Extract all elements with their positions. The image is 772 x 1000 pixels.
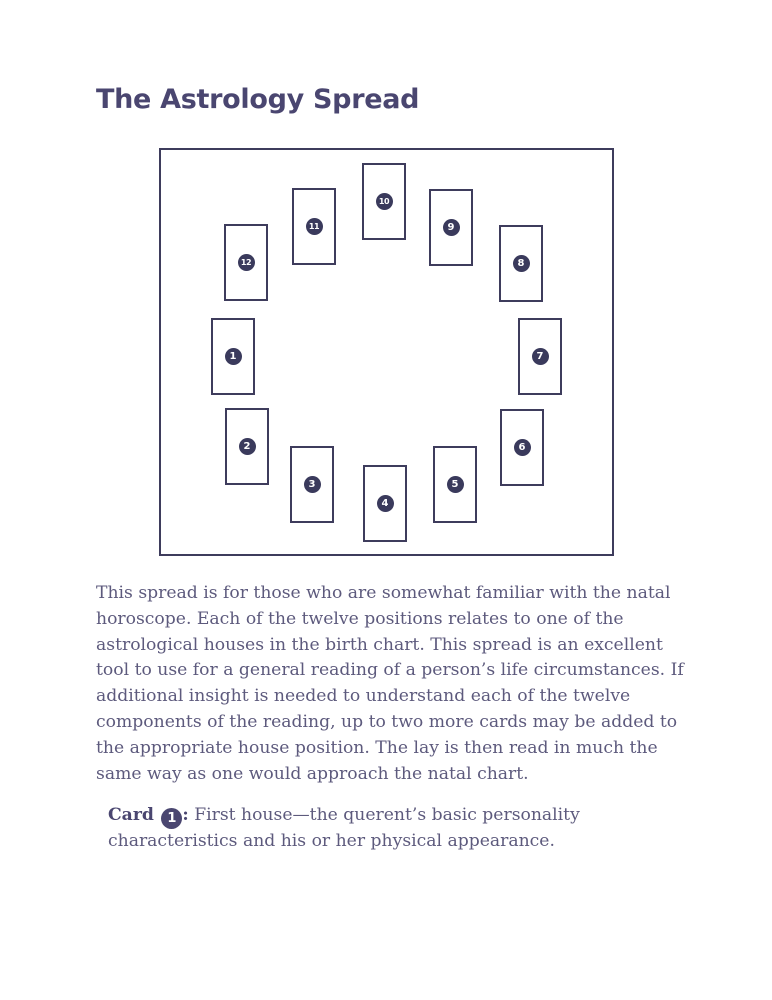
card-number-badge: 4 (377, 495, 394, 512)
card-position-11 (292, 188, 336, 265)
page-title: The Astrology Spread (96, 84, 420, 115)
card-label: Card (108, 805, 154, 825)
card-position-7 (518, 318, 562, 395)
card-position-3 (290, 446, 334, 523)
card-number-badge: 2 (239, 438, 256, 455)
card-entry-text: First house—the querent’s basic personality characteristics and his or her physical appearance. (108, 805, 580, 851)
card-number-badge: 6 (514, 439, 531, 456)
card-number-badge: 11 (306, 218, 323, 235)
card-colon: : (182, 805, 189, 825)
card-position-6 (500, 409, 544, 486)
card-number-badge: 1 (225, 348, 242, 365)
card-entry (108, 803, 668, 855)
card-position-5 (433, 446, 477, 523)
card-number-badge: 5 (447, 476, 464, 493)
card-position-9 (429, 189, 473, 266)
spread-description: This spread is for those who are somewhat familiar with the natal horoscope. Each of the twelve positions relates to one of the astrological houses in the birth chart. This spread is an excellent tool to use for a general reading of a person’s life circumstances. If additional insight is needed to understand each of the twelve components of the reading, up to two more cards may be added to the appropriate house position. The lay is then read in much the same way as one would approach the natal chart. (96, 583, 684, 784)
card-position-1 (211, 318, 255, 395)
card-number-badge: 7 (532, 348, 549, 365)
card-position-8 (499, 225, 543, 302)
card-number-badge: 8 (513, 255, 530, 272)
card-position-12 (224, 224, 268, 301)
card-number-badge: 9 (443, 219, 460, 236)
card-position-10 (362, 163, 406, 240)
card-number-badge: 3 (304, 476, 321, 493)
astrology-spread-diagram (159, 148, 614, 556)
card-number-badge: 1 (161, 808, 182, 829)
card-number-badge: 10 (376, 193, 393, 210)
card-position-2 (225, 408, 269, 485)
card-number-badge: 12 (238, 254, 255, 271)
card-position-4 (363, 465, 407, 542)
